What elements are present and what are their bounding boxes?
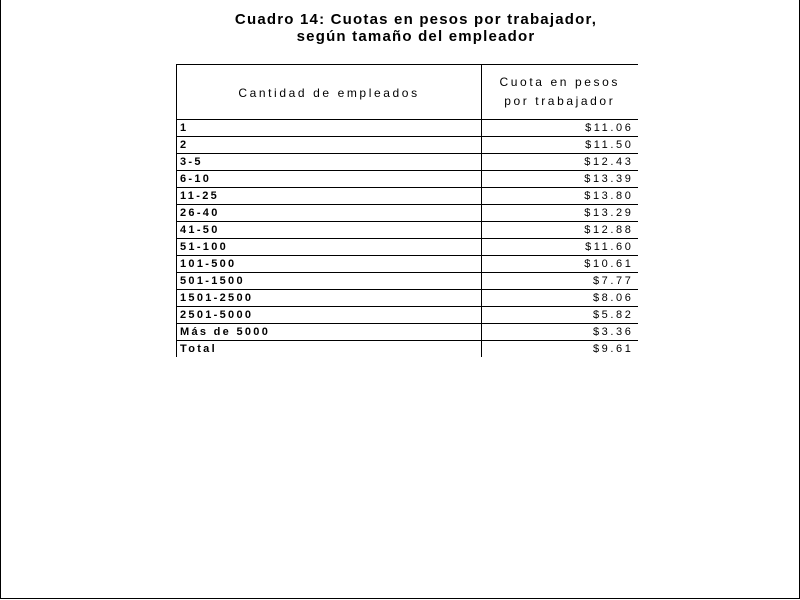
title-line-2: según tamaño del empleador [296,28,536,45]
title-line-1: Cuadro 14: Cuotas en pesos por trabajador, [234,11,598,28]
employee-count-cell: 1501-2500 [177,290,482,307]
table-row [177,205,638,222]
table-row [177,222,638,239]
table-row [177,341,638,358]
employee-count-cell: 2 [177,137,482,154]
employee-count-cell: 6-10 [177,171,482,188]
fee-cell: $12.43 [482,154,638,171]
fee-table [176,64,638,357]
fee-cell: $13.29 [482,205,638,222]
header-employee-count: Cantidad de empleados [177,65,482,120]
employee-count-cell: 3-5 [177,154,482,171]
table-row [177,120,638,137]
header-fee [482,65,638,120]
employee-count-cell: 51-100 [177,239,482,256]
fee-cell: $12.88 [482,222,638,239]
header-fee-line-1: Cuota en pesos [499,75,620,89]
table-row [177,273,638,290]
table-row [177,256,638,273]
fee-cell: $11.60 [482,239,638,256]
employee-count-cell: 41-50 [177,222,482,239]
header-row [177,65,638,120]
fee-cell: $13.39 [482,171,638,188]
fee-cell: $11.06 [482,120,638,137]
fee-cell: $13.80 [482,188,638,205]
employee-count-cell: 1 [177,120,482,137]
table-row [177,137,638,154]
table-row [177,307,638,324]
fee-cell: $9.61 [482,341,638,358]
employee-count-cell: 11-25 [177,188,482,205]
employee-count-cell: 2501-5000 [177,307,482,324]
employee-count-cell: 501-1500 [177,273,482,290]
table-row [177,171,638,188]
table-row [177,154,638,171]
table-row [177,290,638,307]
employee-count-cell: Total [177,341,482,358]
table-row [177,239,638,256]
table-title [178,11,654,45]
fee-cell: $8.06 [482,290,638,307]
employee-count-cell: 26-40 [177,205,482,222]
table-row [177,324,638,341]
fee-cell: $5.82 [482,307,638,324]
fee-cell: $3.36 [482,324,638,341]
employee-count-cell: 101-500 [177,256,482,273]
fee-cell: $10.61 [482,256,638,273]
fee-cell: $7.77 [482,273,638,290]
employee-count-cell: Más de 5000 [177,324,482,341]
table-row [177,188,638,205]
fee-cell: $11.50 [482,137,638,154]
header-fee-line-2: por trabajador [504,94,616,108]
